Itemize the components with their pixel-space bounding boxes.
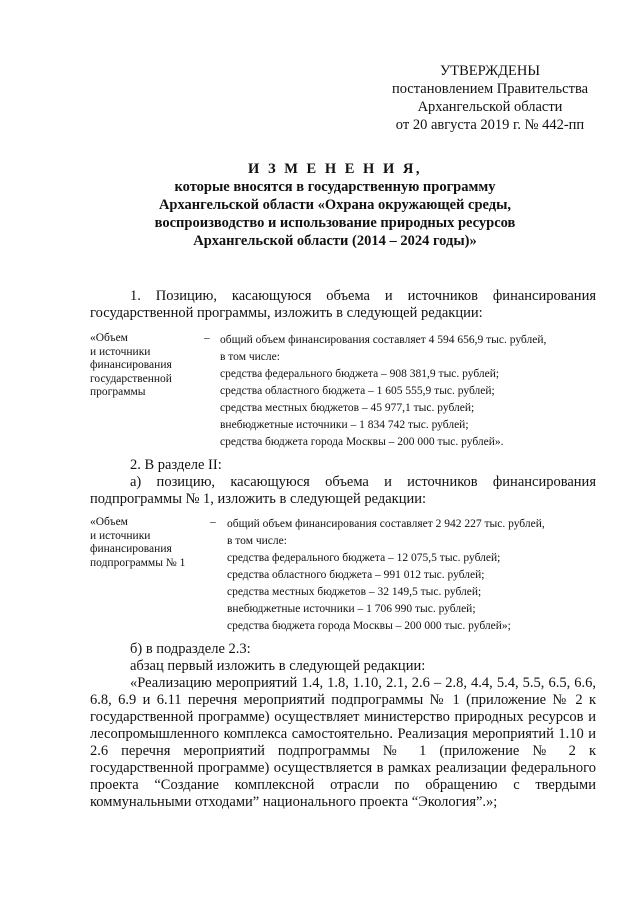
value-line: средства местных бюджетов – 32 149,5 тыс. рублей; — [227, 586, 482, 598]
label-line: подпрограммы № 1 — [90, 556, 186, 569]
approval-line: постановлением Правительства — [391, 81, 589, 97]
value-line: средства областного бюджета – 991 012 тыс. рублей; — [227, 569, 485, 581]
paragraph-2a: а) позицию, касающуюся объема и источников финансирования подпрограммы № 1, изложить в следующей редакции: — [90, 474, 596, 507]
financing-table-program — [90, 332, 596, 450]
paragraph-2b: б) в подразделе 2.3: — [130, 641, 251, 657]
value-line: общий объем финансирования составляет 4 594 656,9 тыс. рублей, — [220, 334, 547, 346]
value-line: средства бюджета города Москвы – 200 000 тыс. рублей»; — [227, 620, 511, 632]
paragraph-2: 2. В разделе II: — [130, 457, 222, 473]
value-line: в том числе: — [220, 351, 280, 363]
value-line: средства местных бюджетов – 45 977,1 тыс. рублей; — [220, 402, 475, 414]
title-line: воспроизводство и использование природных ресурсов — [154, 215, 516, 231]
value-line: средства бюджета города Москвы – 200 000 тыс. рублей». — [220, 436, 504, 448]
paragraph-2b-1: абзац первый изложить в следующей редакции: — [130, 658, 426, 674]
label-line: государственной — [90, 372, 172, 385]
table-left-label — [90, 516, 200, 570]
label-line: «Объем — [90, 332, 128, 344]
label-line: и источники — [90, 345, 151, 358]
table-dash: – — [204, 332, 210, 344]
approval-line: Архангельской области — [417, 99, 563, 115]
paragraph-1: 1. Позицию, касающуюся объема и источников финансирования государственной программы, изложить в следующей редакции: — [90, 288, 596, 321]
table-right-values — [220, 332, 546, 451]
approval-line: УТВЕРЖДЕНЫ — [439, 63, 541, 79]
value-line: средства областного бюджета – 1 605 555,9 тыс. рублей; — [220, 385, 495, 397]
table-dash: – — [210, 516, 216, 528]
table-left-label — [90, 332, 200, 400]
financing-table-subprogram — [90, 516, 596, 634]
document-title — [90, 160, 580, 250]
title-line: которые вносятся в государственную программу — [174, 179, 496, 195]
label-line: финансирования — [90, 359, 172, 371]
value-line: внебюджетные источники – 1 706 990 тыс. рублей; — [227, 603, 476, 615]
title-line: Архангельской области «Охрана окружающей среды, — [158, 197, 512, 213]
label-line: программы — [90, 386, 146, 398]
label-line: финансирования — [90, 543, 172, 555]
title-heading: И З М Е Н Е Н И Я, — [248, 161, 422, 177]
paragraph-2b-2: «Реализацию мероприятий 1.4, 1.8, 1.10, 2.1, 2.6 – 2.8, 4.4, 5.4, 5.5, 6.5, 6.6, 6.8, 6.9 и 6.11 перечня мероприятий подпрограммы № 1 (приложение № 2 к государственной программе) осуществляет министерство природных ресурсов и лесопромышленного комплекса самостоятельно. Реализация мероприятий 1.10 и 2.6 перечня мероприятий подпрограммы № 1 (приложение № 2 к государственной программе) осуществляется в рамках реализации федерального проекта “Создание комплексной отрасли по обращению с твердыми коммунальными отходами” национального проекта “Экология”.»; — [90, 675, 596, 810]
table-right-values — [227, 516, 545, 635]
label-line: и источники — [90, 529, 151, 542]
approval-stamp — [380, 62, 600, 134]
approval-line: от 20 августа 2019 г. № 442-пп — [395, 117, 585, 133]
value-line: в том числе: — [227, 535, 287, 547]
title-line: Архангельской области (2014 – 2024 годы)» — [193, 233, 477, 249]
value-line: внебюджетные источники – 1 834 742 тыс. рублей; — [220, 419, 469, 431]
value-line: средства федерального бюджета – 908 381,9 тыс. рублей; — [220, 368, 500, 380]
label-line: «Объем — [90, 516, 128, 528]
value-line: общий объем финансирования составляет 2 942 227 тыс. рублей, — [227, 518, 545, 530]
value-line: средства федерального бюджета – 12 075,5 тыс. рублей; — [227, 552, 501, 564]
